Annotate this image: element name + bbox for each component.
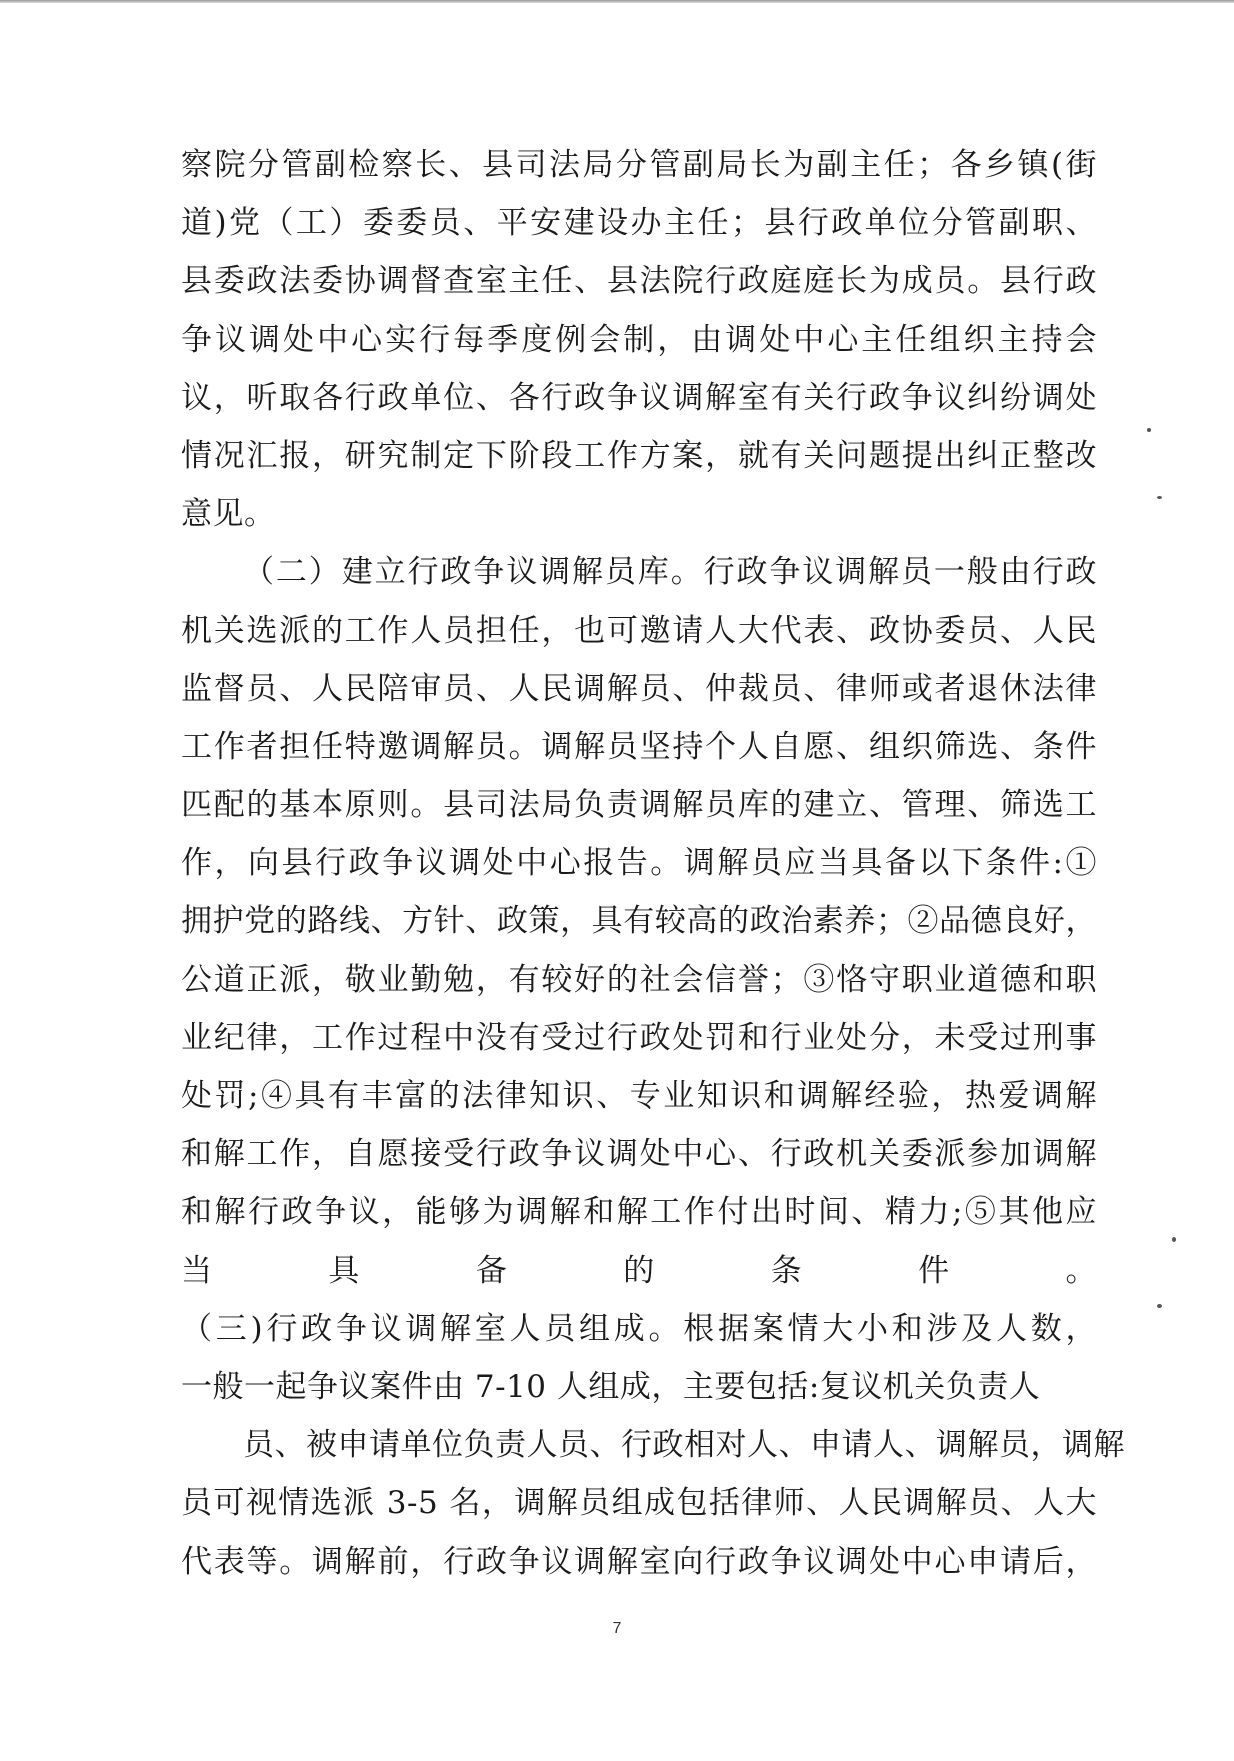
text-line: 匹配的基本原则。县司法局负责调解员库的建立、管理、筛选工 — [181, 787, 1097, 824]
paragraph-2 — [181, 543, 1097, 1416]
scan-speck — [1157, 1304, 1162, 1308]
text-line: 县委政法委协调督查室主任、县法院行政庭庭长为成员。县行政 — [181, 263, 1097, 300]
text-line: 作，向县行政争议调处中心报告。调解员应当具备以下条件:① — [181, 845, 1097, 882]
text-line: 处罚;④具有丰富的法律知识、专业知识和调解经验，热爱调解 — [181, 1078, 1097, 1114]
text-line: 情况汇报，研究制定下阶段工作方案，就有关问题提出纠正整改 — [181, 437, 1097, 474]
text-line: 当具备的条件。 — [181, 1252, 1097, 1289]
text-line: 代表等。调解前，行政争议调解室向行政争议调处中心申请后， — [181, 1543, 1097, 1580]
text-line: 员可视情选派 3-5 名，调解员组成包括律师、人民调解员、人大 — [181, 1485, 1097, 1522]
text-line: 意见。 — [181, 496, 276, 533]
text-line: 机关选派的工作人员担任，也可邀请人大代表、政协委员、人民 — [181, 612, 1097, 649]
text-line: 道)党（工）委委员、平安建设办主任；县行政单位分管副职、 — [181, 205, 1097, 242]
scan-speck — [1147, 428, 1151, 432]
text-line: 监督员、人民陪审员、人民调解员、仲裁员、律师或者退休法律 — [181, 670, 1097, 707]
text-line: 工作者担任特邀调解员。调解员坚持个人自愿、组织筛选、条件 — [181, 728, 1097, 765]
text-line: 和解行政争议，能够为调解和解工作付出时间、精力;⑤其他应 — [181, 1194, 1097, 1231]
document-body — [181, 136, 1125, 1707]
text-line: 拥护党的路线、方针、政策，具有较高的政治素养；②品德良好， — [181, 903, 1097, 940]
text-line: 员、被申请单位负责人员、行政相对人、申请人、调解员，调解 — [243, 1427, 1125, 1464]
text-line: 一般一起争议案件由 7-10 人组成，主要包括:复议机关负责人 — [181, 1368, 1041, 1405]
text-line: （三)行政争议调解室人员组成。根据案情大小和涉及人数， — [181, 1310, 1097, 1347]
page-number: 7 — [612, 1620, 622, 1637]
text-line: 业纪律，工作过程中没有受过行政处罚和行业处分，未受过刑事 — [181, 1019, 1097, 1056]
paragraph-1 — [181, 136, 1097, 543]
text-line: 和解工作，自愿接受行政争议调处中心、行政机关委派参加调解 — [181, 1136, 1097, 1173]
scan-speck — [1172, 1237, 1176, 1242]
text-line: 争议调处中心实行每季度例会制，由调处中心主任组织主持会 — [181, 321, 1097, 358]
text-line: 公道正派，敬业勤勉，有较好的社会信誉；③恪守职业道德和职 — [181, 961, 1097, 998]
text-line: 议，听取各行政单位、各行政争议调解室有关行政争议纠纷调处 — [181, 379, 1097, 416]
paragraph-3 — [181, 1416, 1125, 1707]
scan-top-edge — [0, 0, 1234, 3]
scan-speck — [1157, 496, 1162, 499]
text-line — [181, 1649, 1097, 1707]
text-line: （二）建立行政争议调解员库。行政争议调解员一般由行政 — [243, 554, 1097, 591]
text-line: 察院分管副检察长、县司法局分管副局长为副主任；各乡镇(街 — [181, 147, 1097, 183]
